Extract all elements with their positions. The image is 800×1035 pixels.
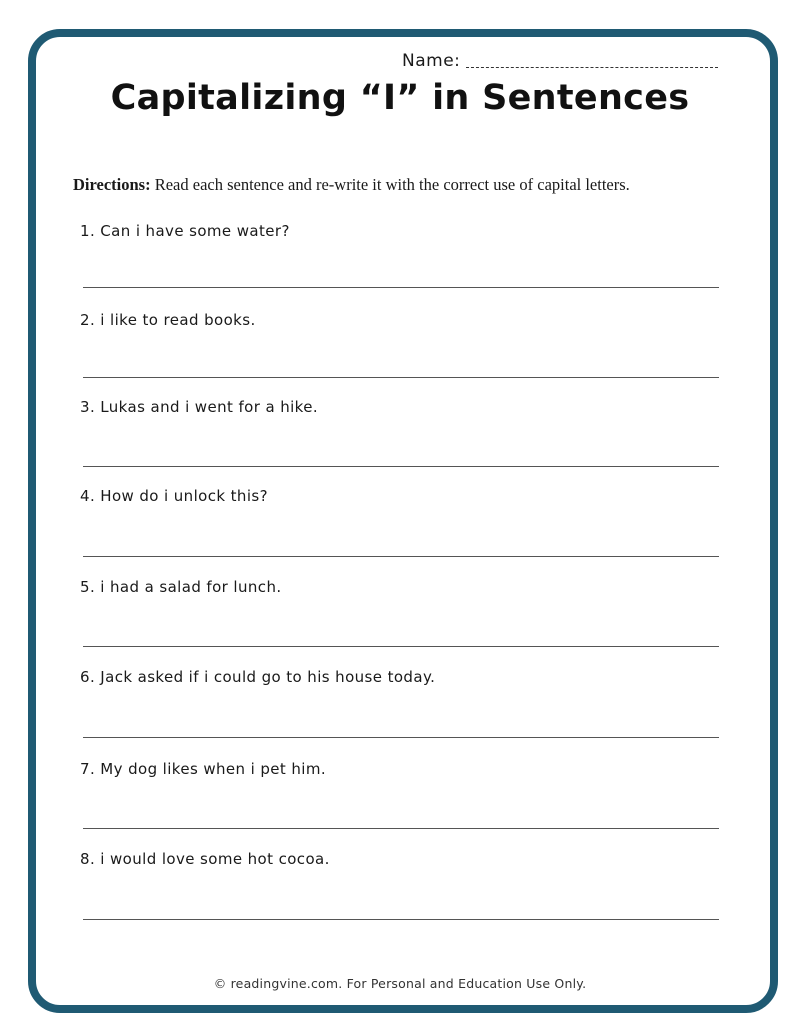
question-1: 1. Can i have some water?: [80, 222, 290, 240]
worksheet-title: Capitalizing “I” in Sentences: [110, 78, 690, 118]
directions-label: Directions:: [73, 175, 151, 194]
question-3: 3. Lukas and i went for a hike.: [80, 398, 319, 416]
question-6: 6. Jack asked if i could go to his house today.: [80, 668, 436, 686]
question-8: 8. i would love some hot cocoa.: [80, 850, 330, 868]
answer-line-4[interactable]: [83, 556, 719, 557]
answer-line-7[interactable]: [83, 828, 719, 829]
name-blank-line[interactable]: [466, 66, 718, 68]
answer-line-8[interactable]: [83, 919, 719, 920]
answer-line-5[interactable]: [83, 646, 719, 647]
question-5: 5. i had a salad for lunch.: [80, 578, 282, 596]
answer-line-3[interactable]: [83, 466, 719, 467]
answer-line-1[interactable]: [83, 287, 719, 288]
directions-text: Read each sentence and re-write it with the correct use of capital letters.: [150, 175, 630, 194]
answer-line-2[interactable]: [83, 377, 719, 378]
question-2: 2. i like to read books.: [80, 311, 256, 329]
directions: [73, 175, 733, 195]
question-4: 4. How do i unlock this?: [80, 487, 268, 505]
name-label: Name:: [402, 51, 461, 71]
name-field: [402, 51, 718, 71]
answer-line-6[interactable]: [83, 737, 719, 738]
question-7: 7. My dog likes when i pet him.: [80, 760, 327, 778]
copyright-footer: © readingvine.com. For Personal and Education Use Only.: [213, 976, 587, 991]
